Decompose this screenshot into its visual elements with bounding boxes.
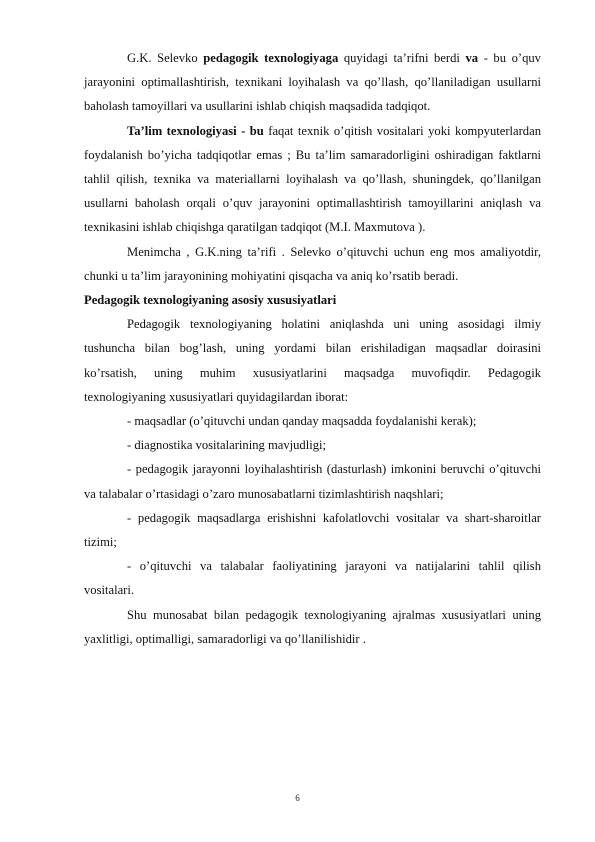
bold-term: Ta’lim texnologiyasi - bu: [127, 123, 264, 138]
paragraph-text: - bu o’quv jarayonini optimallashtirish, texnikani loyihalash va qo’llash, qo’llaniladigan usullarni baholash tamoyillari va usullarini ishlab chiqish maqsadida tadqiqot.: [84, 51, 541, 114]
document-body: [84, 46, 541, 651]
bold-term: va: [465, 51, 479, 65]
paragraph-text: G.K. Selevko: [127, 51, 204, 65]
paragraph-opinion: Menimcha , G.K.ning ta’rifi . Selevko o’qituvchi uchun eng mos amaliyotdir, chunki u ta’lim jarayonining mohiyatini qisqacha va aniq ko’rsatib beradi.: [84, 244, 541, 283]
bold-term: pedagogik texnologiyaga: [203, 51, 339, 65]
paragraph-definition-selevko: [84, 46, 541, 119]
paragraph-text: faqat texnik o’qitish vositalari yoki kompyuterlardan foydalanish bo’yicha tadqiqotlar emas ; Bu ta’lim samaradorligini oshiradigan faktlarni tahlil qilish, texnika va materiallarni loyihalash va qo’llash, shuningdek, qo’llanilgan usullarni baholash orqali o’quv jarayonini optimallashtirish tamoyillarini aniqlash va texnikasini ishlab chiqishga qaratilgan tadqiqot (M.I. Maxmutova ).: [84, 123, 541, 235]
list-item: - pedagogik jarayonni loyihalashtirish (dasturlash) imkonini beruvchi o’qituvchi va talabalar o’rtasidagi o’zaro munosabatlarni tizimlashtirish naqshlari;: [84, 462, 541, 501]
list-item: - diagnostika vositalarining mavjudligi;: [127, 438, 327, 453]
paragraph-features-intro: Pedagogik texnologiyaning holatini aniqlashda uni uning asosidagi ilmiy tushuncha bilan bog’lash, uning yordami bilan erishiladigan maqsadlar doirasini ko’rsatish, uning muhim xususiyatlarini maqsadga muvofiqdir. Pedagogik texnologiyaning xususiyatlari quyidagilardan iborat:: [84, 317, 541, 404]
section-heading: Pedagogik texnologiyaning asosiy xususiyatlari: [84, 293, 337, 308]
list-item: - o’qituvchi va talabalar faoliyatining jarayoni va natijalarini tahlil qilish vositalari.: [84, 559, 541, 598]
paragraph-text: quyidagi ta’rifni berdi: [338, 51, 466, 65]
list-item: - pedagogik maqsadlarga erishishni kafolatlovchi vositalar va shart-sharoitlar tizimi;: [84, 510, 541, 550]
paragraph-conclusion: Shu munosabat bilan pedagogik texnologiyaning ajralmas xususiyatlari uning yaxlitligi, optimalligi, samaradorligi va qo’llanilishidir .: [84, 607, 541, 646]
list-item: - maqsadlar (o’qituvchi undan qanday maqsadda foydalanishi kerak);: [127, 414, 477, 429]
paragraph-definition-education-technology: [84, 119, 541, 240]
page-number: 6: [295, 793, 300, 803]
